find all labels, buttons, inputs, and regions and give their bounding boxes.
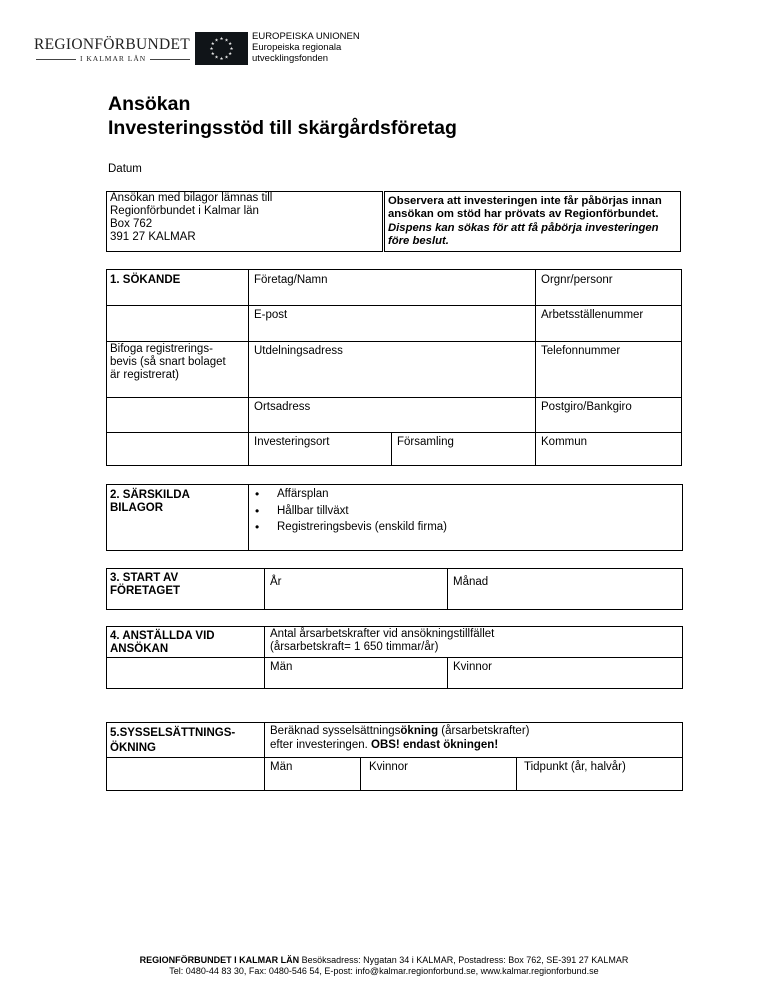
section-1-heading: 1. SÖKANDE [110,274,181,286]
postal-address-field[interactable]: Utdelningsadress [254,345,343,357]
increase-time-field[interactable]: Tidpunkt (år, halvår) [524,761,626,773]
page-footer [0,955,768,977]
address-box [106,191,383,252]
attachments-list [252,486,447,536]
svg-text:★: ★ [219,37,224,42]
title-line-2: Investeringsstöd till skärgårdsföretag [108,117,457,139]
notice-box [384,191,681,252]
svg-text:★: ★ [224,38,229,44]
svg-text:★: ★ [228,42,233,47]
email-field[interactable]: E-post [254,309,288,321]
footer-line-2: Tel: 0480-44 83 30, Fax: 0480-546 54, E-post: info@kalmar.regionforbund.se, www.kalmar.regionforbund.se [169,966,599,976]
page-title [108,92,457,140]
employees-desc-line: (årsarbetskraft= 1 650 timmar/år) [270,641,439,653]
svg-text:★: ★ [210,52,215,57]
start-year-field[interactable]: År [270,576,282,588]
regionforbundet-logo [34,36,191,64]
increase-women-field[interactable]: Kvinnor [369,761,408,773]
increase-men-field[interactable]: Män [270,761,293,773]
section-4-heading-line: 4. ANSTÄLLDA VID [110,630,215,642]
eu-line: utvecklingsfonden [252,53,329,64]
svg-text:★: ★ [229,47,234,52]
footer-address: Besöksadress: Nygatan 34 i KALMAR, Postadress: Box 762, SE-391 27 KALMAR [299,955,629,965]
section-3-heading-line: FÖRETAGET [110,585,181,597]
sec1-note-line: är registrerat) [110,369,180,381]
address-line: 391 27 KALMAR [110,231,196,243]
section-4-heading-line: ANSÖKAN [110,643,169,655]
company-name-field[interactable]: Företag/Namn [254,274,328,286]
phone-field[interactable]: Telefonnummer [541,345,621,357]
increase-desc-line-2: efter investeringen. OBS! endast ökningen! [270,739,499,751]
eu-line: Europeiska regionala [252,42,342,53]
eu-flag-icon [195,32,248,65]
eu-line: EUROPEISKA UNIONEN [252,31,360,42]
address-line: Box 762 [110,218,153,230]
title-line-1: Ansökan [108,93,191,115]
footer-line-1 [0,955,768,966]
svg-text:★: ★ [209,47,214,52]
svg-text:★: ★ [228,52,233,57]
logo-main-text: REGIONFÖRBUNDET [34,36,191,53]
list-item: • Affärsplan [252,486,447,503]
logo-sub-text: I KALMAR LÄN [80,54,147,63]
svg-text:★: ★ [224,55,229,61]
section-3-start [106,568,683,610]
list-item: • Hållbar tillväxt [252,503,447,520]
employees-men-field[interactable]: Män [270,661,293,673]
increase-desc-line-1: Beräknad sysselsättningsökning (årsarbetskrafter) [270,725,530,737]
svg-text:★: ★ [214,38,219,44]
notice-bold-italic: Dispens kan sökas för att få påbörja investeringen före beslut. [388,221,659,247]
sec1-note-line: bevis (så snart bolaget [110,356,226,368]
giro-field[interactable]: Postgiro/Bankgiro [541,401,632,413]
address-line: Ansökan med bilagor lämnas till [110,192,273,204]
municipality-field[interactable]: Kommun [541,436,588,448]
city-field[interactable]: Ortsadress [254,401,311,413]
section-3-heading-line: 3. START AV [110,572,179,584]
section-2-heading-line: 2. SÄRSKILDA [110,489,190,501]
list-item: • Registreringsbevis (enskild firma) [252,519,447,536]
start-month-field[interactable]: Månad [453,576,489,588]
svg-text:★: ★ [219,57,224,62]
address-line: Regionförbundet i Kalmar län [110,205,259,217]
parish-field[interactable]: Församling [397,436,454,448]
employees-women-field[interactable]: Kvinnor [453,661,492,673]
section-5-heading-line: ÖKNING [110,742,156,754]
footer-org: REGIONFÖRBUNDET I KALMAR LÄN [139,955,300,965]
eu-text [252,31,360,64]
orgnr-field[interactable]: Orgnr/personr [541,274,613,286]
section-2-heading-line: BILAGOR [110,502,164,514]
investment-place-field[interactable]: Investeringsort [254,436,330,448]
sec1-note-line: Bifoga registrerings- [110,343,213,355]
workplace-number-field[interactable]: Arbetsställenummer [541,309,644,321]
datum-label: Datum [108,163,142,175]
section-5-heading-line: 5.SYSSELSÄTTNINGS- [110,727,236,739]
employees-desc-line: Antal årsarbetskrafter vid ansökningstillfället [270,628,495,640]
svg-text:★: ★ [214,55,219,61]
svg-text:★: ★ [210,42,215,47]
notice-bold: Observera att investeringen inte får påbörjas innan ansökan om stöd har prövats av Regionförbundet. [388,195,662,221]
